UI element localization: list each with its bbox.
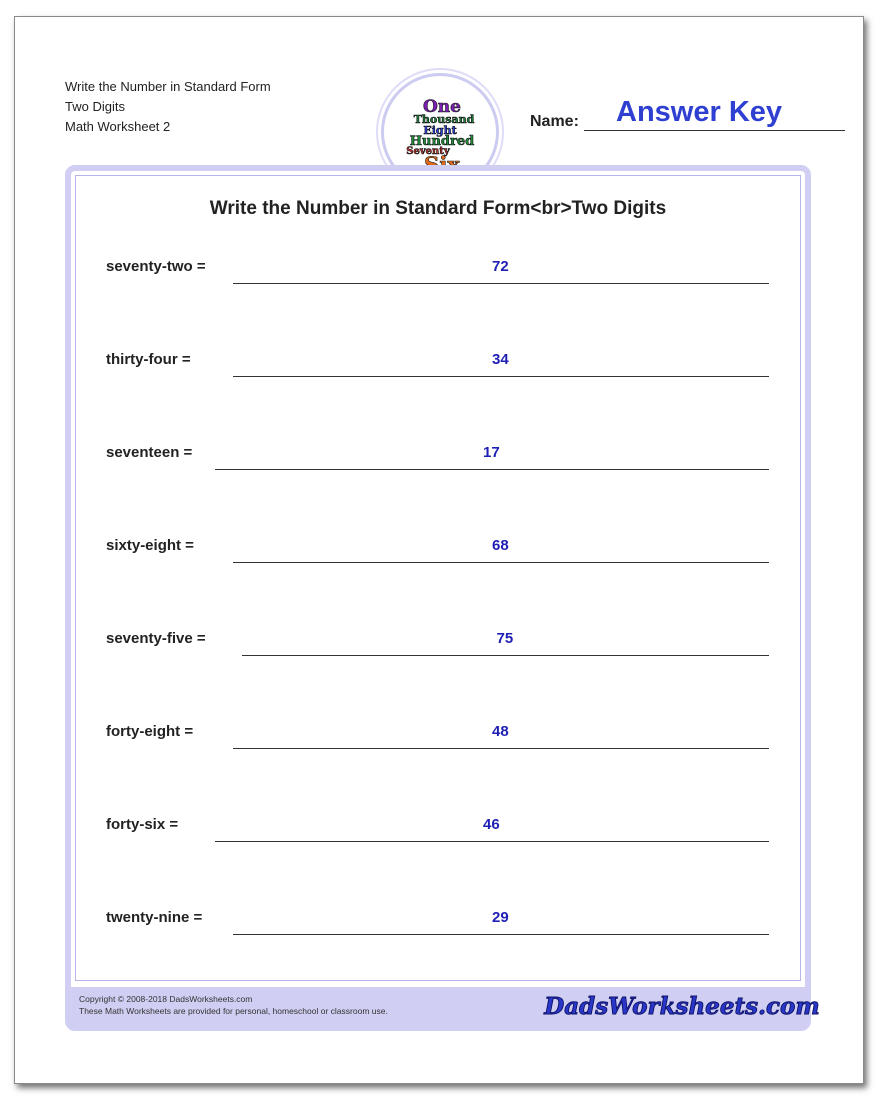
problem-answer: 72 <box>492 258 509 275</box>
problem-answer: 48 <box>492 723 509 740</box>
problem-row <box>106 719 776 749</box>
name-underline <box>584 130 845 131</box>
worksheet-content <box>75 175 801 981</box>
problem-row <box>106 905 776 935</box>
problem-prompt: thirty-four = <box>106 351 191 368</box>
problem-answer: 75 <box>496 630 514 647</box>
brand-text: DadsWorksheets.com <box>544 993 820 1020</box>
answer-line <box>215 841 769 842</box>
worksheet-page <box>14 16 864 1084</box>
problem-prompt: seventy-five = <box>106 630 206 647</box>
problem-answer: 29 <box>492 909 509 926</box>
logo-word-one: One <box>423 97 461 117</box>
problem-prompt: sixty-eight = <box>106 537 194 554</box>
answer-key-text: Answer Key <box>616 96 783 128</box>
problem-prompt: forty-eight = <box>106 723 194 740</box>
logo-word-eight: Eight <box>423 124 457 137</box>
problem-answer: 17 <box>483 444 500 461</box>
logo-word-seventy: Seventy <box>406 146 450 157</box>
footer-bar <box>71 987 820 1025</box>
worksheet-header-info <box>65 77 271 137</box>
copyright-text: Copyright © 2008-2018 DadsWorksheets.com <box>79 994 253 1004</box>
problem-row <box>106 812 776 842</box>
usage-notice: These Math Worksheets are provided for personal, homeschool or classroom use. <box>79 1006 388 1016</box>
header-title: Write the Number in Standard Form <box>65 79 271 94</box>
name-label: Name: <box>530 113 579 130</box>
logo-word-hundred: Hundred <box>409 134 475 149</box>
worksheet-frame <box>65 165 820 1031</box>
answer-line <box>233 376 769 377</box>
logo-word-thousand: Thousand <box>413 113 475 126</box>
problem-answer: 34 <box>492 351 509 368</box>
answer-line <box>233 283 769 284</box>
problem-prompt: seventy-two = <box>106 258 206 275</box>
worksheet-title: Write the Number in Standard Form<br>Two Digits <box>209 198 667 219</box>
problem-answer: 46 <box>483 816 500 833</box>
header-subtitle: Two Digits <box>65 99 125 114</box>
footer-text <box>79 993 388 1017</box>
answer-line <box>215 469 769 470</box>
problem-prompt: twenty-nine = <box>106 909 203 926</box>
answer-line <box>242 655 769 656</box>
problem-row <box>106 533 776 563</box>
name-field <box>530 91 850 131</box>
answer-line <box>233 934 769 935</box>
answer-line <box>233 748 769 749</box>
problem-answer: 68 <box>492 537 509 554</box>
problem-prompt: forty-six = <box>106 816 179 833</box>
problem-row <box>106 440 776 470</box>
problem-row <box>106 626 776 656</box>
problem-prompt: seventeen = <box>106 444 193 461</box>
header-worksheet-number: Math Worksheet 2 <box>65 119 171 134</box>
dadsworksheets-brand-logo <box>544 989 820 1023</box>
problem-row <box>106 254 776 284</box>
answer-line <box>233 562 769 563</box>
problem-row <box>106 347 776 377</box>
